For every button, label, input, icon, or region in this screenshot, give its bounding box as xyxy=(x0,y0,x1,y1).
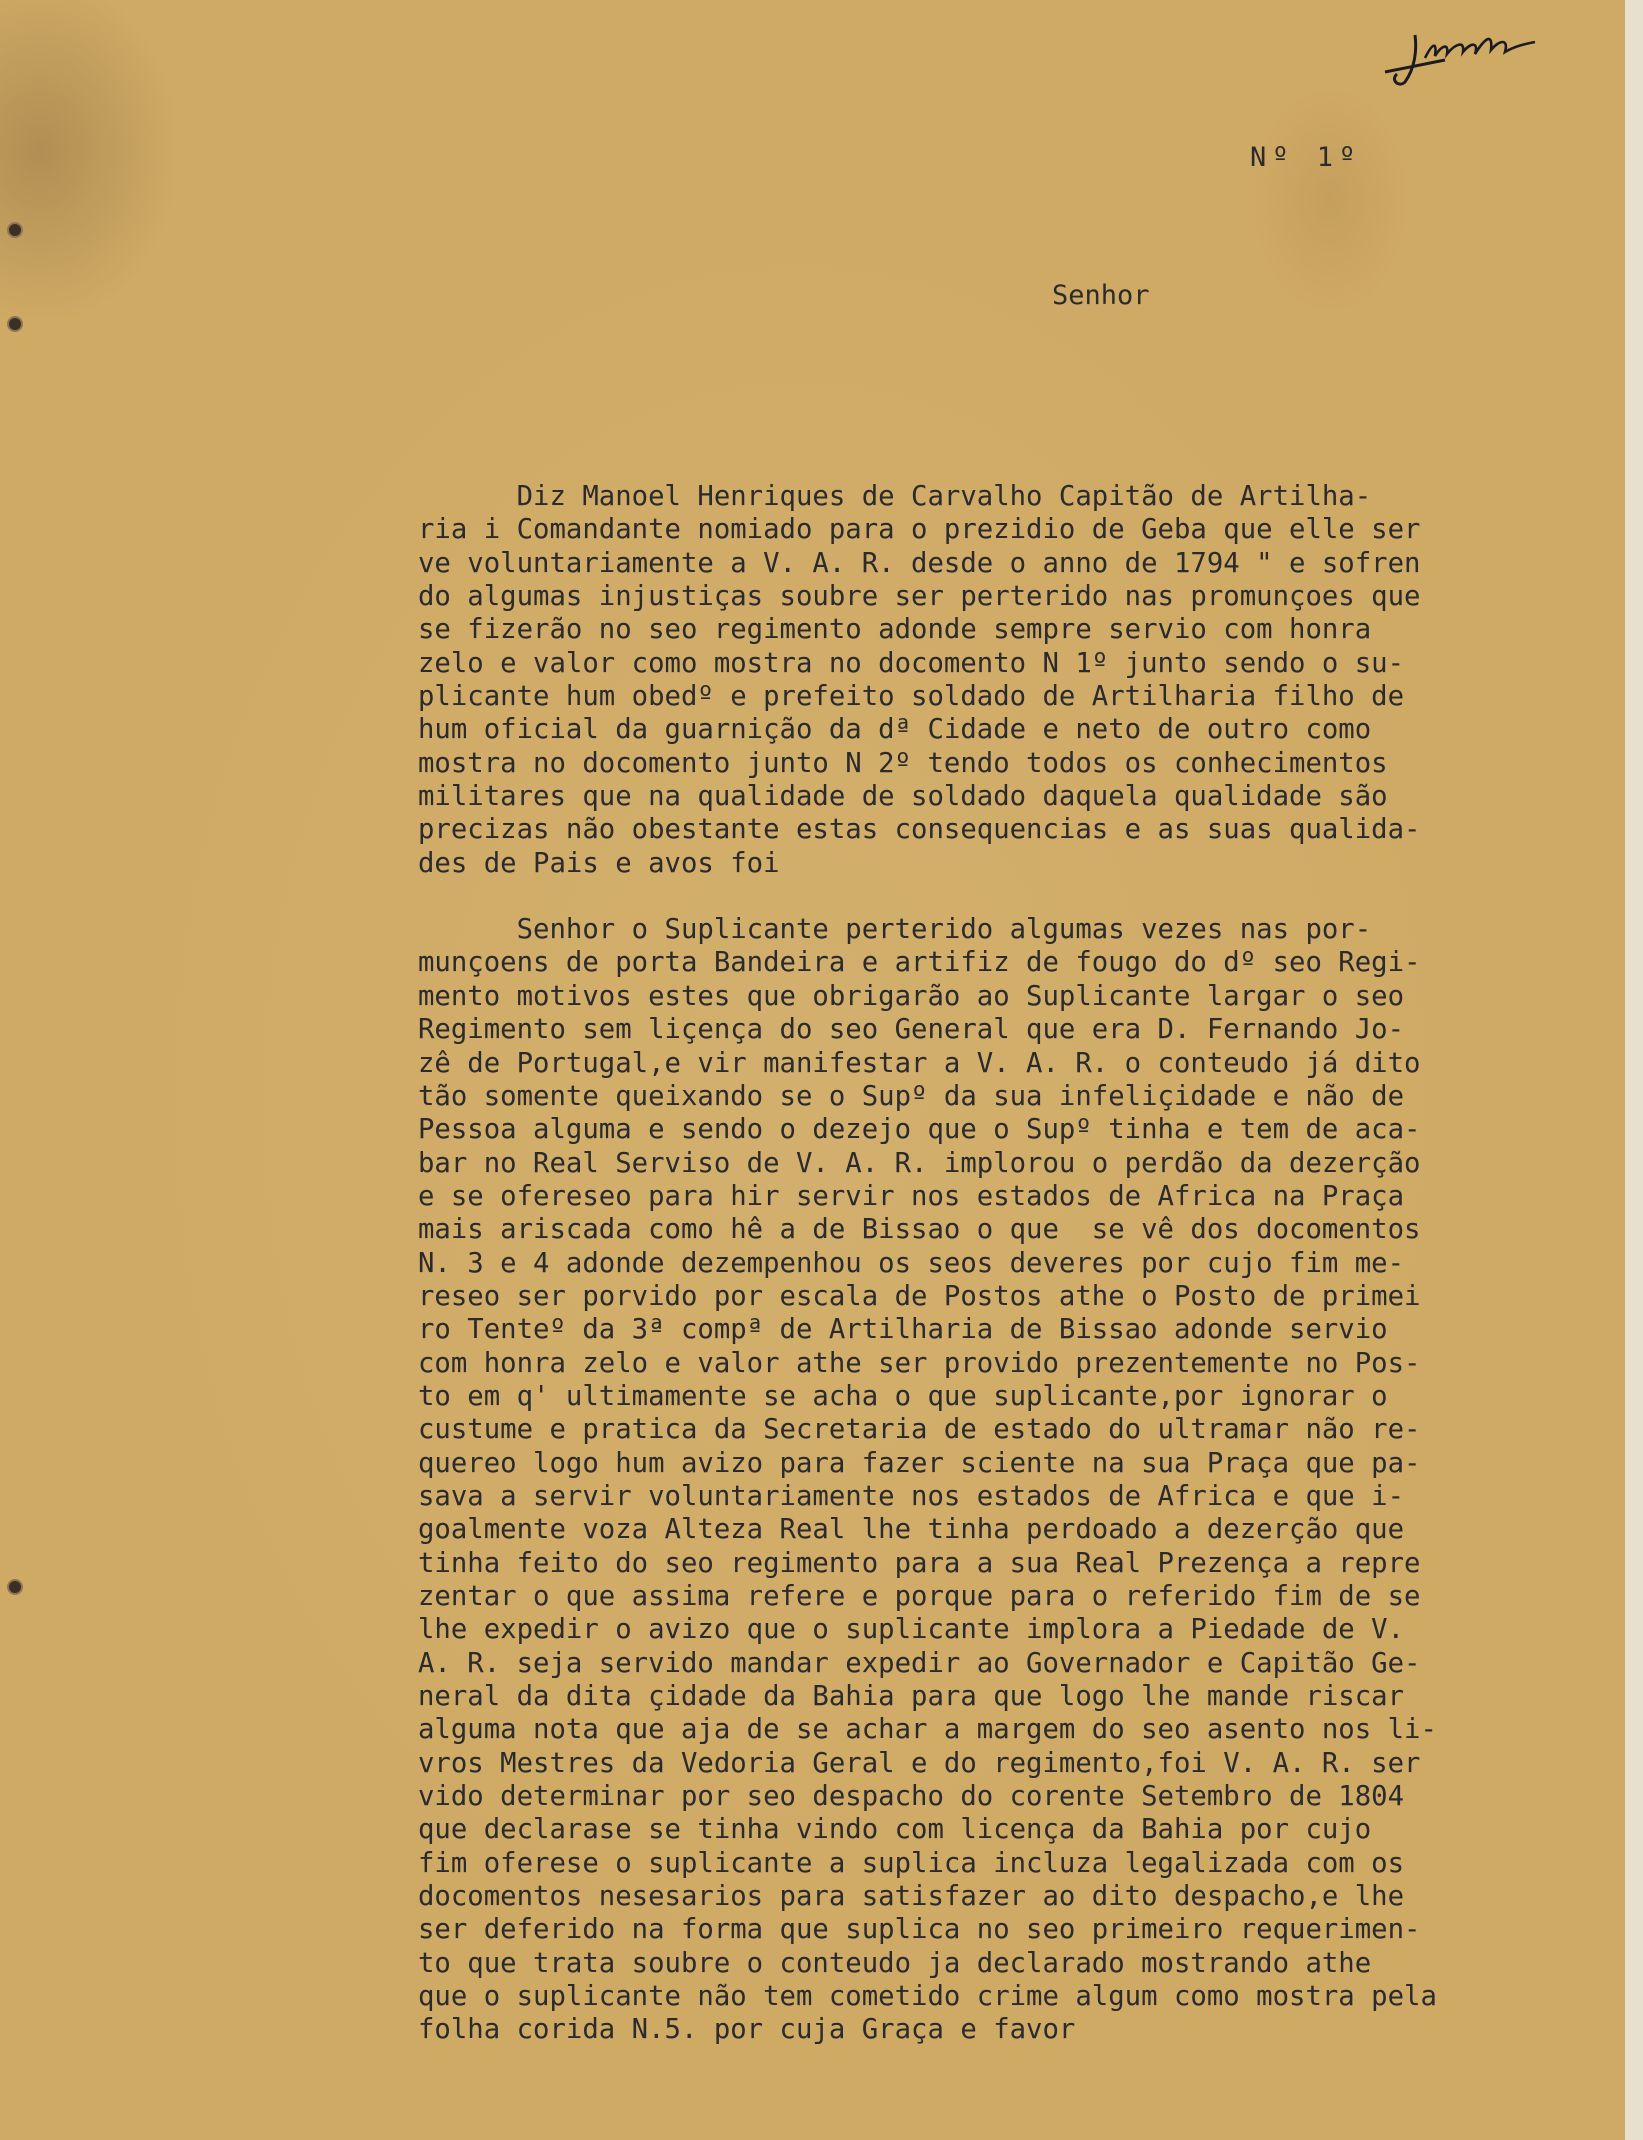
text-line: que o suplicante não tem cometido crime algum como mostra pela xyxy=(418,1981,1437,2013)
text-line: Diz Manoel Henriques de Carvalho Capitão de Artilha- xyxy=(418,481,1372,512)
text-line: to que trata soubre o conteudo ja declarado mostrando athe xyxy=(418,1947,1372,1979)
punch-hole xyxy=(7,1579,23,1595)
text-line: militares que na qualidade de soldado daquela qualidade são xyxy=(418,781,1388,813)
text-line: vros Mestres da Vedoria Geral e do regimento,foi V. A. R. ser xyxy=(418,1747,1421,1779)
text-line: Pessoa alguma e sendo o dezejo que o Supº tinha e tem de aca- xyxy=(418,1114,1421,1146)
text-line: reseo ser porvido por escala de Postos athe o Posto de primei xyxy=(418,1280,1421,1312)
text-line: ro Tenteº da 3ª compª de Artilharia de Bissao adonde servio xyxy=(418,1314,1388,1346)
text-line: Regimento sem liçença do seo General que era D. Fernando Jo- xyxy=(418,1014,1405,1046)
text-line: ria i Comandante nomiado para o prezidio de Geba que elle ser xyxy=(418,514,1421,546)
text-line: do algumas injustiças soubre ser perterido nas promunçoes que xyxy=(418,581,1421,613)
text-line: plicante hum obedº e prefeito soldado de Artilharia filho de xyxy=(418,681,1405,713)
text-line: docomentos nesesarios para satisfazer ao dito despacho,e lhe xyxy=(418,1881,1405,1913)
text-line: custume e pratica da Secretaria de estado do ultramar não re- xyxy=(418,1414,1421,1446)
text-line: mais ariscada como hê a de Bissao o que se vê dos docomentos xyxy=(418,1214,1421,1246)
text-line: hum oficial da guarnição da dª Cidade e neto de outro como xyxy=(418,714,1372,746)
page-edge xyxy=(1625,0,1643,2140)
text-line: munçoens de porta Bandeira e artifiz de fougo do dº seo Regi- xyxy=(418,947,1421,979)
text-line: mostra no docomento junto N 2º tendo todos os conhecimentos xyxy=(418,747,1388,779)
text-line: bar no Real Serviso de V. A. R. implorou o perdão da dezerção xyxy=(418,1147,1421,1179)
text-line: que declarase se tinha vindo com licença da Bahia por cujo xyxy=(418,1814,1372,1846)
text-line: fim oferese o suplicante a suplica incluza legalizada com os xyxy=(418,1847,1405,1879)
text-line: tão somente queixando se o Supº da sua infeliçidade e não de xyxy=(418,1080,1405,1112)
paragraph-2 xyxy=(418,913,1618,2047)
paragraph-1 xyxy=(418,480,1618,880)
page-number: Nº 1º xyxy=(1250,142,1362,173)
text-line: zentar o que assima refere e porque para o referido fim de se xyxy=(418,1581,1421,1612)
text-line: ser deferido na forma que suplica no seo primeiro requerimen- xyxy=(418,1914,1421,1946)
text-line: alguma nota que aja de se achar a margem do seo asento nos li- xyxy=(418,1714,1437,1746)
text-line: quereo logo hum avizo para fazer sciente na sua Praça que pa- xyxy=(418,1447,1421,1479)
text-line: e se ofereseo para hir servir nos estados de Africa na Praça xyxy=(418,1180,1405,1212)
text-line: zê de Portugal,e vir manifestar a V. A. R. o conteudo já dito xyxy=(418,1047,1421,1079)
text-line: se fizerão no seo regimento adonde sempre servio com honra xyxy=(418,614,1372,646)
text-line: com honra zelo e valor athe ser provido prezentemente no Pos- xyxy=(418,1347,1421,1379)
text-line: folha corida N.5. por cuja Graça e favor xyxy=(418,2014,1076,2046)
punch-hole xyxy=(7,222,23,238)
text-line: vido determinar por seo despacho do corente Setembro de 1804 xyxy=(418,1781,1405,1813)
text-line: des de Pais e avos foi xyxy=(418,847,780,879)
text-line: Senhor o Suplicante perterido algumas vezes nas por- xyxy=(418,914,1372,946)
text-line: N. 3 e 4 adonde dezempenhou os seos deveres por cujo fim me- xyxy=(418,1247,1405,1279)
text-line: lhe expedir o avizo que o suplicante implora a Piedade de V. xyxy=(418,1614,1405,1646)
handwritten-signature xyxy=(1375,20,1550,90)
salutation: Senhor xyxy=(1052,280,1150,311)
text-line: A. R. seja servido mandar expedir ao Governador e Capitão Ge- xyxy=(418,1647,1421,1679)
text-line: neral da dita çidade da Bahia para que logo lhe mande riscar xyxy=(418,1681,1405,1713)
document-body xyxy=(418,480,1618,2047)
text-line: sava a servir voluntariamente nos estados de Africa e que i- xyxy=(418,1480,1405,1512)
text-line: zelo e valor como mostra no docomento N 1º junto sendo o su- xyxy=(418,647,1405,679)
text-line: mento motivos estes que obrigarão ao Suplicante largar o seo xyxy=(418,980,1405,1012)
text-line: to em q' ultimamente se acha o que suplicante,por ignorar o xyxy=(418,1380,1388,1412)
punch-hole xyxy=(7,316,23,332)
text-line: precizas não obestante estas consequencias e as suas qualida- xyxy=(418,814,1421,846)
text-line: goalmente voza Alteza Real lhe tinha perdoado a dezerção que xyxy=(418,1514,1405,1546)
text-line: tinha feito do seo regimento para a sua Real Prezença a repre xyxy=(418,1547,1421,1579)
text-line: ve voluntariamente a V. A. R. desde o anno de 1794 " e sofren xyxy=(418,547,1421,579)
